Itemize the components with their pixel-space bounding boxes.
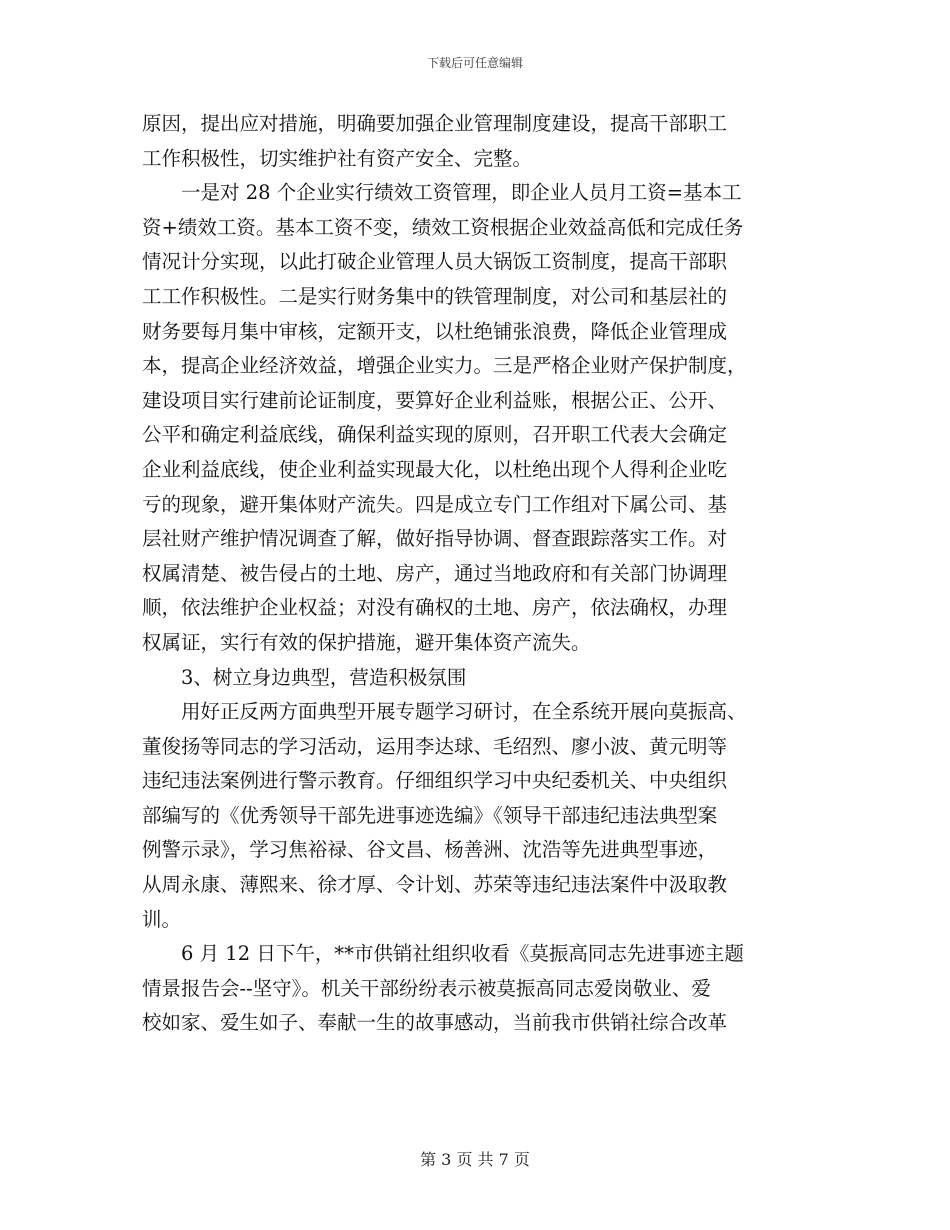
text-line: 权属证，实行有效的保护措施，避开集体资产流失。: [142, 630, 591, 654]
page-header: 下载后可任意编辑: [426, 56, 523, 70]
text-line: 训。: [142, 907, 182, 931]
text-line: 情况计分实现，以此打破企业管理人员大锅饭工资制度，提高干部职: [142, 250, 728, 274]
text-line: 本，提高企业经济效益，增强企业实力。三是严格企业财产保护制度，: [142, 354, 747, 378]
text-line: 工作积极性，切实维护社有资产安全、完整。: [142, 146, 533, 170]
section-heading: 3、树立身边典型，营造积极氛围: [142, 665, 467, 689]
text-line: 层社财产维护情况调查了解，做好指导协调、督查跟踪落实工作。对: [142, 527, 728, 551]
text-line: 情景报告会--坚守》。机关干部纷纷表示被莫振高同志爱岗敬业、爱: [142, 976, 711, 1000]
page-number-footer: 第 3 页 共 7 页: [420, 1150, 530, 1169]
text-line: 董俊扬等同志的学习活动，运用李达球、毛绍烈、廖小波、黄元明等: [142, 734, 728, 758]
text-line: 例警示录》，学习焦裕禄、谷文昌、杨善洲、沈浩等先进典型事迹，: [142, 838, 718, 862]
text-line: 企业利益底线，使企业利益实现最大化，以杜绝出现个人得利企业吃: [142, 457, 728, 481]
text-line: 6 月 12 日下午，**市供销社组织收看《莫振高同志先进事迹主题: [142, 942, 744, 966]
text-line: 权属清楚、被告侵占的土地、房产，通过当地政府和有关部门协调理: [142, 561, 728, 585]
text-line: 从周永康、薄熙来、徐才厚、令计划、苏荣等违纪违法案件中汲取教: [142, 873, 728, 897]
text-line: 一是对 28 个企业实行绩效工资管理，即企业人员月工资=基本工: [142, 181, 742, 205]
text-line: 建设项目实行建前论证制度，要算好企业利益账，根据公正、公开、: [142, 388, 728, 412]
text-line: 用好正反两方面典型开展专题学习研讨，在全系统开展向莫振高、: [142, 700, 747, 724]
text-line: 违纪违法案例进行警示教育。仔细组织学习中央纪委机关、中央组织: [142, 769, 728, 793]
text-line: 公平和确定利益底线，确保利益实现的原则，召开职工代表大会确定: [142, 423, 728, 447]
text-line: 原因，提出应对措施，明确要加强企业管理制度建设，提高干部职工: [142, 112, 728, 135]
text-line: 资+绩效工资。基本工资不变，绩效工资根据企业效益高低和完成任务: [142, 215, 744, 239]
text-line: 财务要每月集中审核，定额开支，以杜绝铺张浪费，降低企业管理成: [142, 319, 728, 343]
text-line: 顺，依法维护企业权益；对没有确权的土地、房产，依法确权，办理: [142, 596, 728, 620]
text-line: 校如家、爱生如子、奉献一生的故事感动，当前我市供销社综合改革: [142, 1011, 728, 1035]
body-text: [142, 107, 807, 1041]
text-line: 工工作积极性。二是实行财务集中的铁管理制度，对公司和基层社的: [142, 284, 728, 308]
text-line: 部编写的《优秀领导干部先进事迹选编》《领导干部违纪违法典型案: [142, 803, 718, 827]
text-line: 亏的现象，避开集体财产流失。四是成立专门工作组对下属公司、基: [142, 492, 728, 516]
